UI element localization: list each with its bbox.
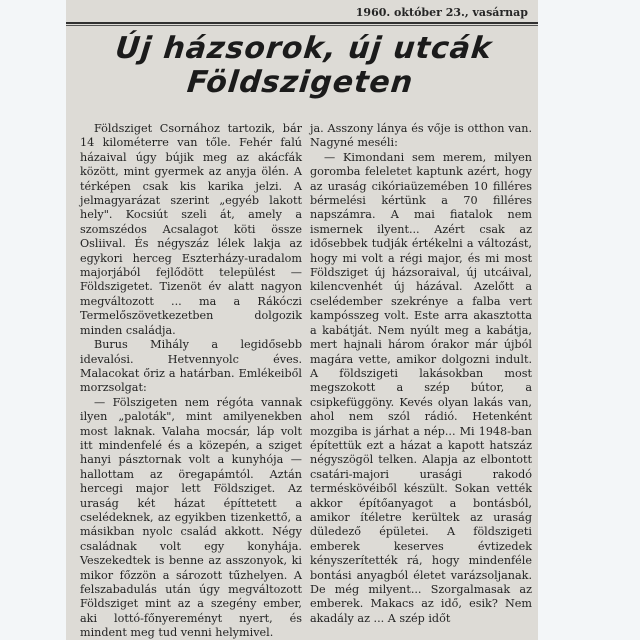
headline-line-1: Új házsorok, új utcák bbox=[113, 31, 494, 66]
article-column-left bbox=[80, 122, 302, 640]
header-rule-thin bbox=[66, 25, 538, 26]
paragraph: ja. Asszony lánya és vője is otthon van. Nagyné meséli: bbox=[310, 122, 532, 150]
newspaper-page bbox=[66, 0, 538, 640]
article-column-right bbox=[310, 122, 532, 640]
headline-line-2: Földszigeten bbox=[185, 65, 416, 100]
paragraph: Burus Mihály a legidősebb idevalósi. Hetvennyolc éves. Malacokat őriz a határban. Emlékeiből morzsolgat: bbox=[80, 338, 302, 395]
paragraph: Földsziget Csornához tartozik, bár 14 kilométerre van tőle. Fehér falú házaival úgy bújik meg az akácfák között, mint gyermek az anyja ölén. A térképen csak kis karika jelzi. A jelmagyarázat szerint „egyéb lakott hely". Kocsiút szeli át, amely a szomszédos Acsalagot köti össze Osliival. És négyszáz lélek lakja az egykori herceg Eszterházy-uradalom majorjából fejlődött települést — Földszigetet. Tizenöt év alatt nagyon megváltozott ... ma a Rákóczi Termelőszövetkezetben dolgozik minden családja. bbox=[80, 122, 302, 337]
dateline: 1960. október 23., vasárnap bbox=[355, 6, 528, 19]
paragraph: — Kimondani sem merem, milyen goromba feleletet kaptunk azért, hogy az uraság cikóriaüzemében 10 filléres bérmelési kértünk a 70 filléres napszámra. A mai fiatalok nem ismernek ilyent... Azért csak az idősebbek tudják értékelni a változást, hogy mi volt a régi major, és mi most Földsziget új házsoraival, új utcáival, kilencvenhét új házával. Azelőtt a cselédember szekrénye a falba vert kampósszeg volt. Este arra akasztotta a kabátját. Nem nyúlt meg a kabátja, mert hajnali három órakor már újból magára vette, amikor dolgozni indult. A földszigeti lakásokban most megszokott a szép bútor, a csipkefüggöny. Kevés olyan lakás van, ahol nem szól rádió. Hetenként mozgiba is járhat a nép... Mi 1948-ban építettük ezt a házat a kapott hatszáz négyszögöl telken. Alapja az elbontott csatári-majori urasági rakodó terméskövéiből készült. Sokan vették akkor építőanyagot a bontásból, amikor ítéletre kerültek az uraság düledező épületei. A földszigeti emberek keserves évtizedek kényszerítették rá, hogy mindenféle bontási anyagból életet varázsoljanak. De még milyent... Szorgalmasak az emberek. Makacs az idő, esik? Nem akadály az ... A szép időt bbox=[310, 150, 532, 625]
header-rule bbox=[66, 22, 538, 24]
headline bbox=[66, 32, 538, 100]
paragraph: — Fölszigeten nem régóta vannak ilyen „paloták", mint amilyenekben most laknak. Valaha mocsár, láp volt itt mindenfelé és a közepén, a sziget hanyi pásztornak volt a kunyhója — hallottam az öregapámtól. Aztán hercegi major lett Földsziget. Az uraság két házat építtetett a cselédeknek, az egyikben tizenkettő, a másikban nyolc család akkott. Négy családnak volt egy konyhája. Veszekedtek is benne az asszonyok, ki mikor főzzön a sározott tűzhelyen. A felszabadulás után úgy megváltozott Földsziget mint az a szegény ember, aki lottó-főnyereményt nyert, és mindent meg tud venni helymivel. bbox=[80, 395, 302, 640]
